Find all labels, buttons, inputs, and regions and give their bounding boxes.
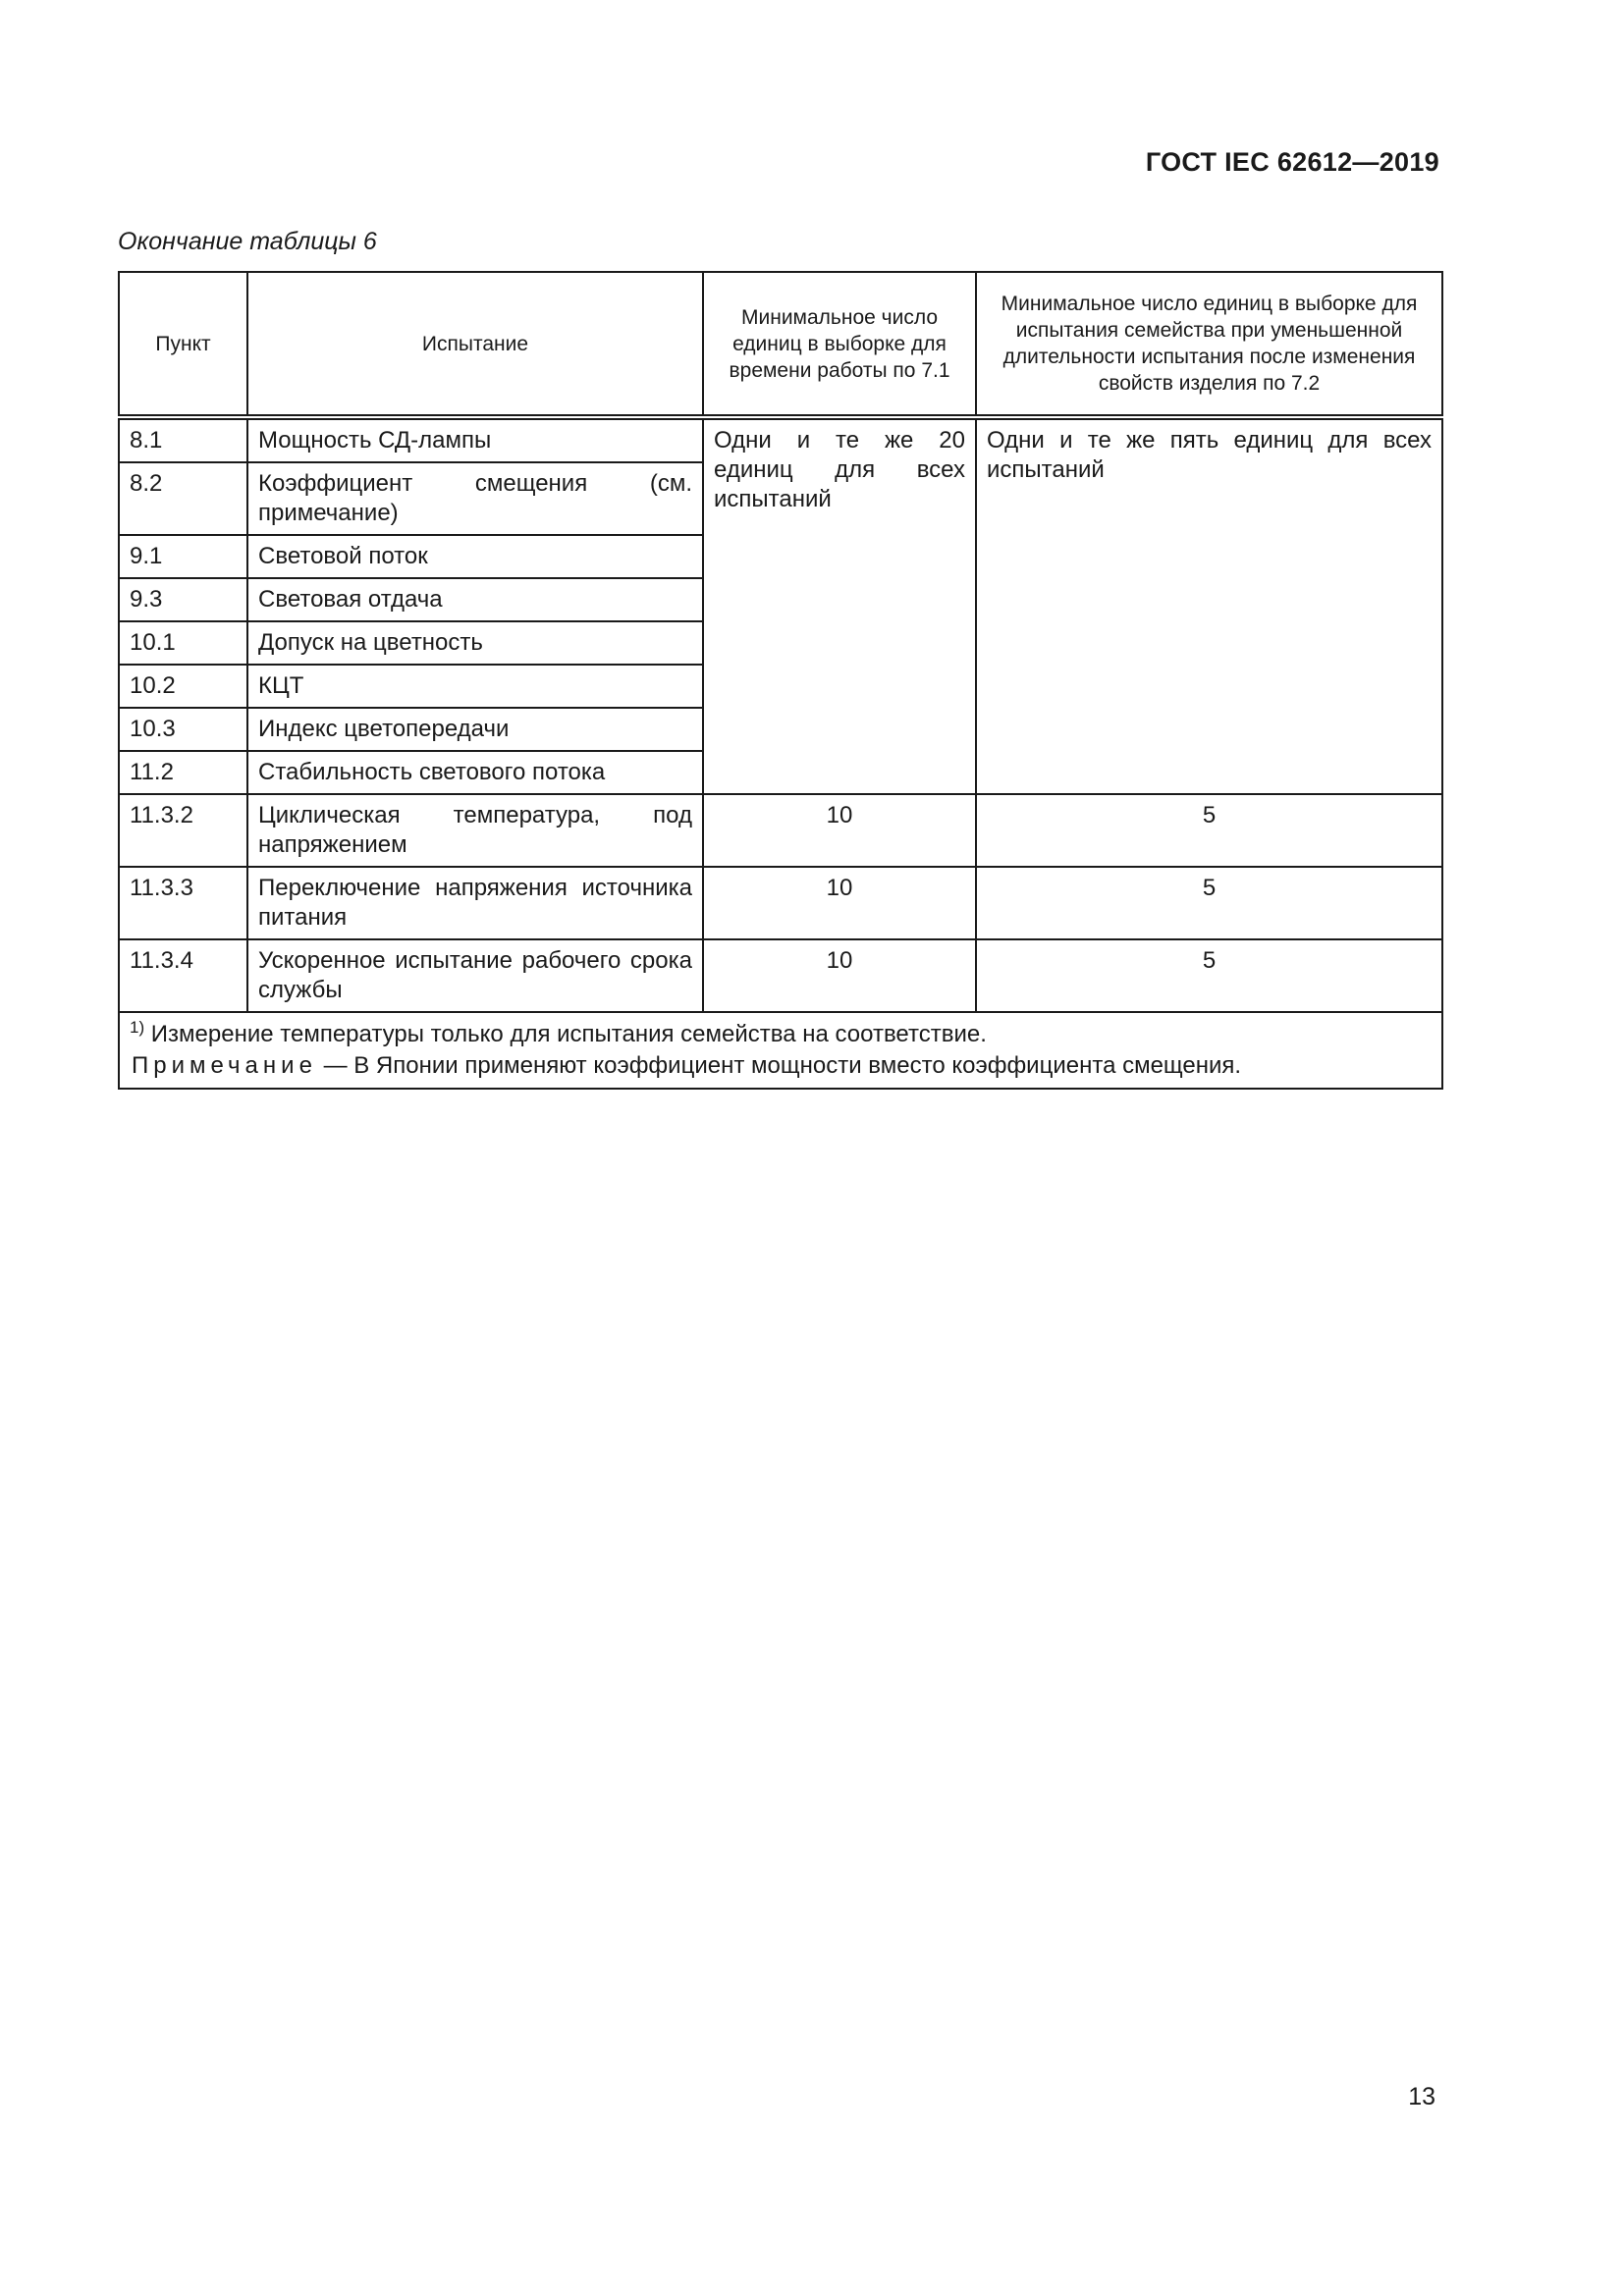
table-row — [119, 417, 1442, 462]
test-cell: КЦТ — [247, 665, 703, 708]
header-test: Испытание — [247, 272, 703, 417]
table-notes — [119, 1012, 1442, 1089]
test-cell: Переключение напряжения источника питания — [247, 867, 703, 939]
header-min-units-work-time: Минимальное число единиц в выборке для времени работы по 7.1 — [703, 272, 976, 417]
units-family-test-cell: 5 — [976, 939, 1442, 1012]
clause-cell: 11.3.3 — [119, 867, 247, 939]
clause-cell: 9.1 — [119, 535, 247, 578]
clause-cell: 11.3.4 — [119, 939, 247, 1012]
clause-cell: 9.3 — [119, 578, 247, 621]
test-cell: Световая отдача — [247, 578, 703, 621]
page-number: 13 — [1408, 2083, 1435, 2110]
units-family-test-cell: 5 — [976, 794, 1442, 867]
grouped-units-work-time: Одни и те же 20 единиц для всех испытаний — [703, 417, 976, 794]
units-family-test-cell: 5 — [976, 867, 1442, 939]
note — [132, 1050, 1432, 1082]
table-caption: Окончание таблицы 6 — [118, 228, 377, 255]
units-work-time-cell: 10 — [703, 867, 976, 939]
test-cell: Допуск на цветность — [247, 621, 703, 665]
clause-cell: 11.2 — [119, 751, 247, 794]
test-cell: Циклическая температура, под напряжением — [247, 794, 703, 867]
test-cell: Мощность СД-лампы — [247, 417, 703, 462]
clause-cell: 11.3.2 — [119, 794, 247, 867]
test-sample-table — [118, 271, 1443, 1090]
footnote-text: Измерение температуры только для испытания семейства на соответствие. — [150, 1021, 987, 1047]
footnote — [130, 1019, 1432, 1050]
header-min-units-family-test: Минимальное число единиц в выборке для испытания семейства при уменьшенной длительности испытания после изменения свойств изделия по 7.2 — [976, 272, 1442, 417]
test-cell: Индекс цветопередачи — [247, 708, 703, 751]
clause-cell: 10.3 — [119, 708, 247, 751]
table-row — [119, 794, 1442, 867]
footnote-mark: 1) — [130, 1018, 145, 1037]
table-row — [119, 939, 1442, 1012]
header-clause: Пункт — [119, 272, 247, 417]
clause-cell: 10.2 — [119, 665, 247, 708]
note-text: — В Японии применяют коэффициент мощности вместо коэффициента смещения. — [316, 1052, 1242, 1079]
table-notes-row — [119, 1012, 1442, 1089]
note-label: Примечание — [132, 1052, 317, 1079]
units-work-time-cell: 10 — [703, 939, 976, 1012]
test-cell: Коэффициент смещения (см. примечание) — [247, 462, 703, 535]
test-cell: Ускоренное испытание рабочего срока службы — [247, 939, 703, 1012]
test-cell: Световой поток — [247, 535, 703, 578]
units-work-time-cell: 10 — [703, 794, 976, 867]
grouped-units-family-test: Одни и те же пять единиц для всех испытаний — [976, 417, 1442, 794]
test-cell: Стабильность светового потока — [247, 751, 703, 794]
table-header-row — [119, 272, 1442, 417]
document-code: ГОСТ IEC 62612—2019 — [1145, 147, 1439, 177]
table-row — [119, 867, 1442, 939]
clause-cell: 8.2 — [119, 462, 247, 535]
clause-cell: 10.1 — [119, 621, 247, 665]
clause-cell: 8.1 — [119, 417, 247, 462]
